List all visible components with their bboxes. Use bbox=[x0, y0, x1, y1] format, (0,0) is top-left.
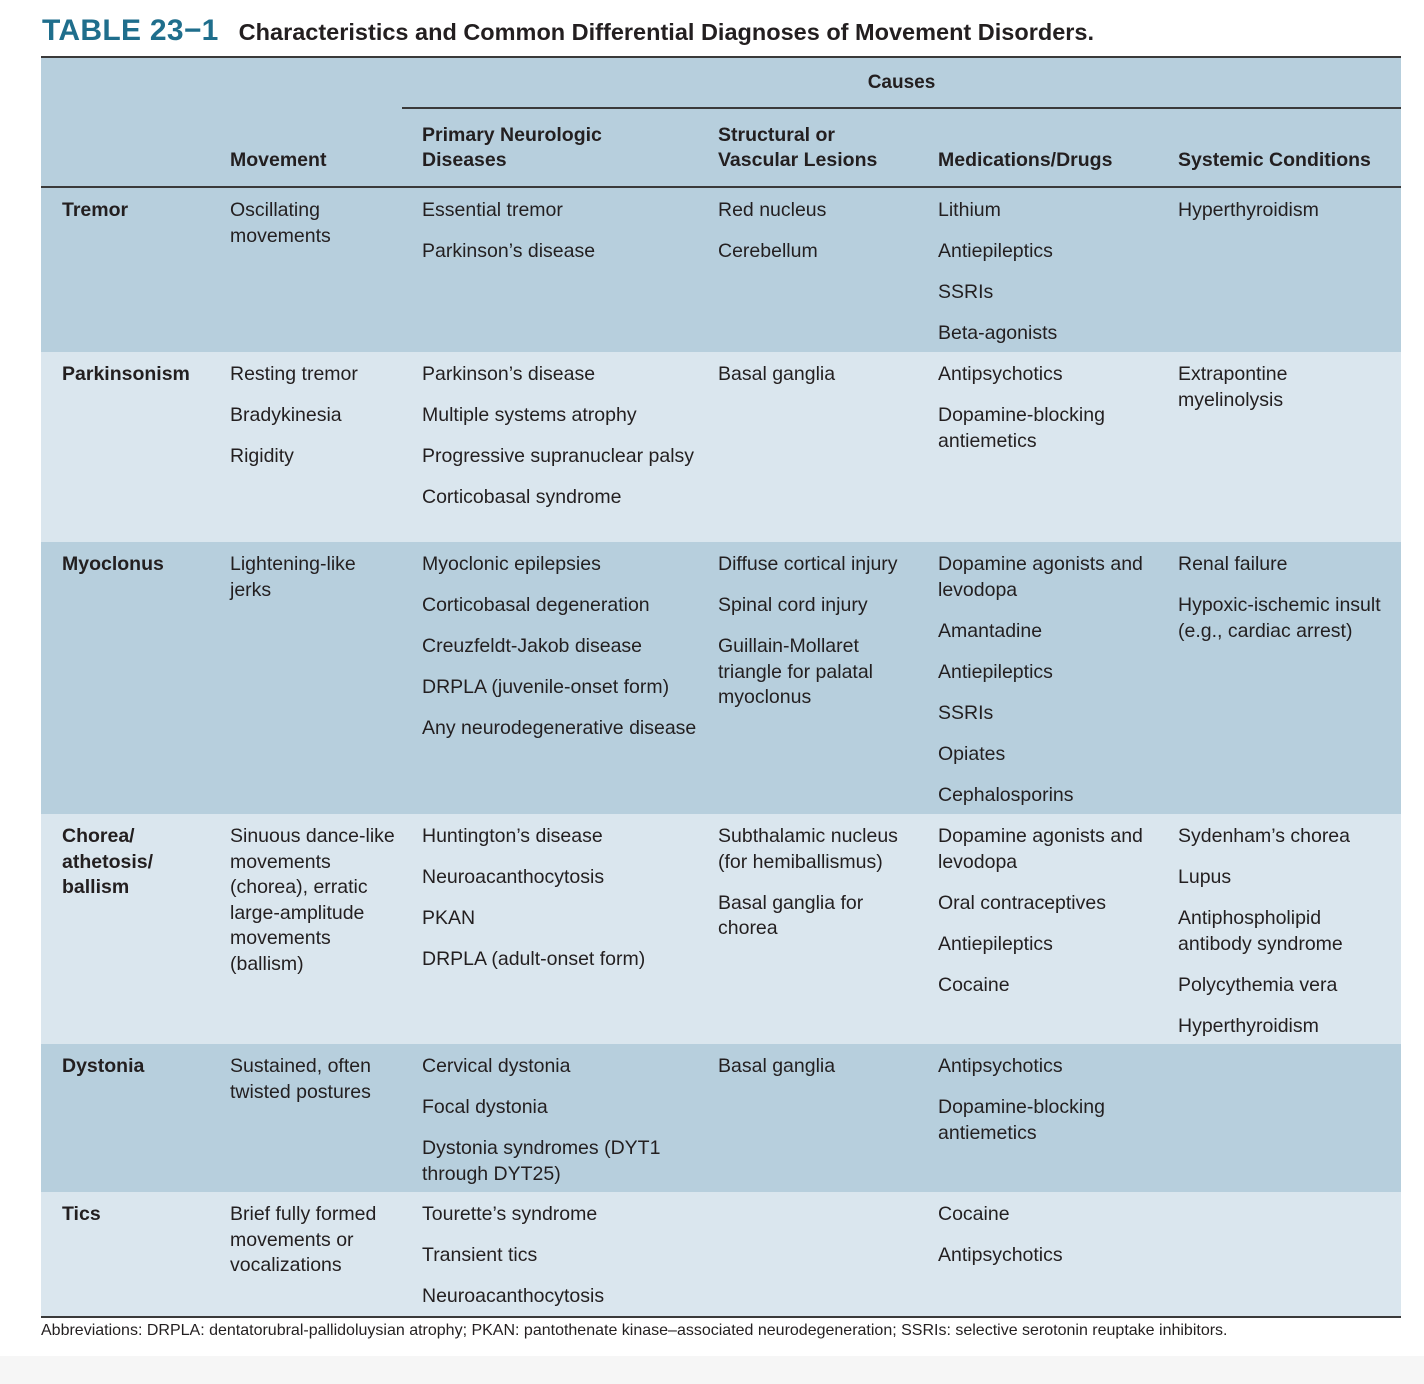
primary-item: DRPLA (juvenile-onset form) bbox=[422, 676, 670, 698]
table-row bbox=[41, 814, 1401, 1044]
cell-medications bbox=[938, 1202, 1163, 1284]
movement-item: Brief fully formed movements or vocalizations bbox=[230, 1203, 377, 1276]
movement-disorders-table bbox=[41, 56, 1401, 1318]
primary-item: Neuroacanthocytosis bbox=[422, 866, 605, 888]
primary-item: Corticobasal degeneration bbox=[422, 594, 650, 616]
structural-item: Guillain-Mollaret triangle for palatal myoclonus bbox=[718, 635, 874, 708]
header-primary-neurologic-diseases: Primary Neurologic Diseases bbox=[422, 124, 602, 171]
cell-structural bbox=[718, 1054, 918, 1095]
medications-item: Cocaine bbox=[938, 1203, 1010, 1225]
medications-item: Dopamine-blocking antiemetics bbox=[938, 404, 1105, 452]
table-title: Characteristics and Common Differential Diagnoses of Movement Disorders. bbox=[238, 19, 1095, 45]
cell-medications bbox=[938, 198, 1163, 362]
primary-item: Parkinson’s disease bbox=[422, 363, 596, 385]
structural-item: Cerebellum bbox=[718, 240, 818, 262]
table-header bbox=[41, 58, 1401, 188]
structural-item: Basal ganglia bbox=[718, 363, 836, 385]
cell-structural bbox=[718, 362, 918, 403]
cell-medications bbox=[938, 362, 1163, 470]
cell-structural bbox=[718, 552, 918, 726]
cell-primary bbox=[422, 552, 702, 757]
movement-item: Sinuous dance-like movements (chorea), erratic large-amplitude movements (ballism) bbox=[230, 825, 395, 975]
movement-item: Sustained, often twisted postures bbox=[230, 1055, 371, 1103]
primary-item: Corticobasal syndrome bbox=[422, 486, 622, 508]
primary-item: Parkinson’s disease bbox=[422, 240, 596, 262]
table-title-row bbox=[42, 14, 1402, 54]
cell-primary bbox=[422, 362, 702, 526]
causes-divider bbox=[402, 107, 1401, 109]
movement-item: Rigidity bbox=[230, 445, 294, 467]
systemic-item: Hyperthyroidism bbox=[1178, 199, 1319, 221]
header-systemic-conditions: Systemic Conditions bbox=[1178, 149, 1371, 171]
primary-item: Cervical dystonia bbox=[422, 1055, 571, 1077]
medications-item: Antiepileptics bbox=[938, 660, 1053, 683]
primary-item: Huntington’s disease bbox=[422, 825, 603, 847]
cell-primary bbox=[422, 1054, 702, 1203]
movement-item: Lightening-like jerks bbox=[230, 553, 356, 601]
abbreviations-footnote: Abbreviations: DRPLA: dentatorubral-pallidoluysian atrophy; PKAN: pantothenate kinase–associated neurodegeneration; SSRIs: selective serotonin reuptake inhibitors. bbox=[41, 1322, 1228, 1339]
primary-item: PKAN bbox=[422, 907, 476, 929]
medications-item: SSRIs bbox=[938, 281, 994, 303]
cell-systemic bbox=[1178, 362, 1393, 429]
systemic-item: Lupus bbox=[1178, 866, 1232, 888]
medications-item: Opiates bbox=[938, 742, 1006, 765]
medications-item: Oral contraceptives bbox=[938, 891, 1106, 914]
primary-item: Any neurodegenerative disease bbox=[422, 717, 697, 739]
systemic-item: Antiphospholipid antibody syndrome bbox=[1178, 907, 1343, 955]
cell-primary bbox=[422, 198, 702, 280]
systemic-item: Extrapontine myelinolysis bbox=[1178, 363, 1288, 411]
row-disorder-name: Dystonia bbox=[62, 1055, 145, 1077]
cell-movement bbox=[230, 362, 398, 485]
structural-item: Subthalamic nucleus (for hemiballismus) bbox=[718, 825, 898, 873]
cell-structural bbox=[718, 198, 918, 280]
cell-structural bbox=[718, 824, 918, 957]
medications-item: Antipsychotics bbox=[938, 363, 1063, 385]
cell-movement bbox=[230, 198, 398, 265]
row-disorder-name: Tics bbox=[62, 1203, 101, 1225]
primary-item: Dystonia syndromes (DYT1 through DYT25) bbox=[422, 1137, 661, 1185]
cell-movement bbox=[230, 1054, 398, 1121]
movement-item: Bradykinesia bbox=[230, 404, 342, 426]
medications-item: Cephalosporins bbox=[938, 783, 1074, 806]
cell-movement bbox=[230, 552, 398, 619]
cell-primary bbox=[422, 824, 702, 988]
medications-item: Antiepileptics bbox=[938, 932, 1053, 955]
table-row bbox=[41, 188, 1401, 352]
medications-item: Dopamine agonists and levodopa bbox=[938, 553, 1143, 601]
cell-medications bbox=[938, 1054, 1163, 1162]
medications-item: Antiepileptics bbox=[938, 240, 1053, 262]
primary-item: Myoclonic epilepsies bbox=[422, 553, 601, 575]
row-disorder-name: Tremor bbox=[62, 199, 129, 221]
table-row bbox=[41, 1192, 1401, 1316]
cell-primary bbox=[422, 1202, 702, 1325]
cell-systemic bbox=[1178, 552, 1393, 660]
header-structural-vascular-lesions: Structural or Vascular Lesions bbox=[718, 124, 878, 171]
causes-header: Causes bbox=[867, 72, 936, 93]
structural-item: Red nucleus bbox=[718, 199, 827, 221]
row-disorder-name: Parkinsonism bbox=[62, 363, 190, 385]
medications-item: Lithium bbox=[938, 199, 1001, 221]
header-medications-drugs: Medications/Drugs bbox=[938, 149, 1113, 171]
medications-item: Beta-agonists bbox=[938, 322, 1058, 344]
primary-item: Neuroacanthocytosis bbox=[422, 1285, 605, 1307]
medications-item: Antipsychotics bbox=[938, 1055, 1063, 1077]
medications-item: Antipsychotics bbox=[938, 1244, 1063, 1266]
primary-item: Tourette’s syndrome bbox=[422, 1203, 598, 1225]
cell-movement bbox=[230, 1202, 398, 1294]
primary-item: Creuzfeldt-Jakob disease bbox=[422, 635, 643, 657]
structural-item: Diffuse cortical injury bbox=[718, 553, 898, 575]
row-disorder-name: Chorea/ athetosis/ ballism bbox=[62, 825, 154, 898]
primary-item: Multiple systems atrophy bbox=[422, 404, 637, 426]
movement-item: Resting tremor bbox=[230, 363, 358, 385]
primary-item: Focal dystonia bbox=[422, 1096, 548, 1118]
table-row bbox=[41, 352, 1401, 542]
table-number: TABLE 23−1 bbox=[42, 14, 219, 47]
systemic-item: Polycythemia vera bbox=[1178, 973, 1338, 996]
systemic-item: Renal failure bbox=[1178, 553, 1288, 575]
medications-item: Amantadine bbox=[938, 619, 1043, 642]
movement-item: Oscillating movements bbox=[230, 199, 331, 247]
systemic-item: Hypoxic-ischemic insult (e.g., cardiac arrest) bbox=[1178, 594, 1381, 642]
table-body bbox=[41, 188, 1401, 1316]
table-row bbox=[41, 542, 1401, 814]
systemic-item: Hyperthyroidism bbox=[1178, 1014, 1319, 1037]
systemic-item: Sydenham’s chorea bbox=[1178, 825, 1350, 847]
cell-systemic bbox=[1178, 824, 1393, 1055]
cell-systemic bbox=[1178, 198, 1393, 239]
cell-medications bbox=[938, 824, 1163, 1014]
row-disorder-name: Myoclonus bbox=[62, 553, 164, 575]
medications-item: Cocaine bbox=[938, 973, 1010, 996]
medications-item: Dopamine-blocking antiemetics bbox=[938, 1096, 1105, 1144]
header-movement: Movement bbox=[230, 149, 327, 171]
structural-item: Basal ganglia bbox=[718, 1055, 836, 1077]
primary-item: DRPLA (adult-onset form) bbox=[422, 948, 646, 970]
table-row bbox=[41, 1044, 1401, 1192]
primary-item: Progressive supranuclear palsy bbox=[422, 445, 695, 467]
primary-item: Transient tics bbox=[422, 1244, 538, 1266]
primary-item: Essential tremor bbox=[422, 199, 563, 221]
page-bottom-shade bbox=[0, 1356, 1424, 1384]
medications-item: SSRIs bbox=[938, 701, 994, 724]
cell-movement bbox=[230, 824, 398, 993]
structural-item: Spinal cord injury bbox=[718, 594, 868, 616]
structural-item: Basal ganglia for chorea bbox=[718, 891, 864, 939]
medications-item: Dopamine agonists and levodopa bbox=[938, 825, 1143, 873]
cell-medications bbox=[938, 552, 1163, 824]
